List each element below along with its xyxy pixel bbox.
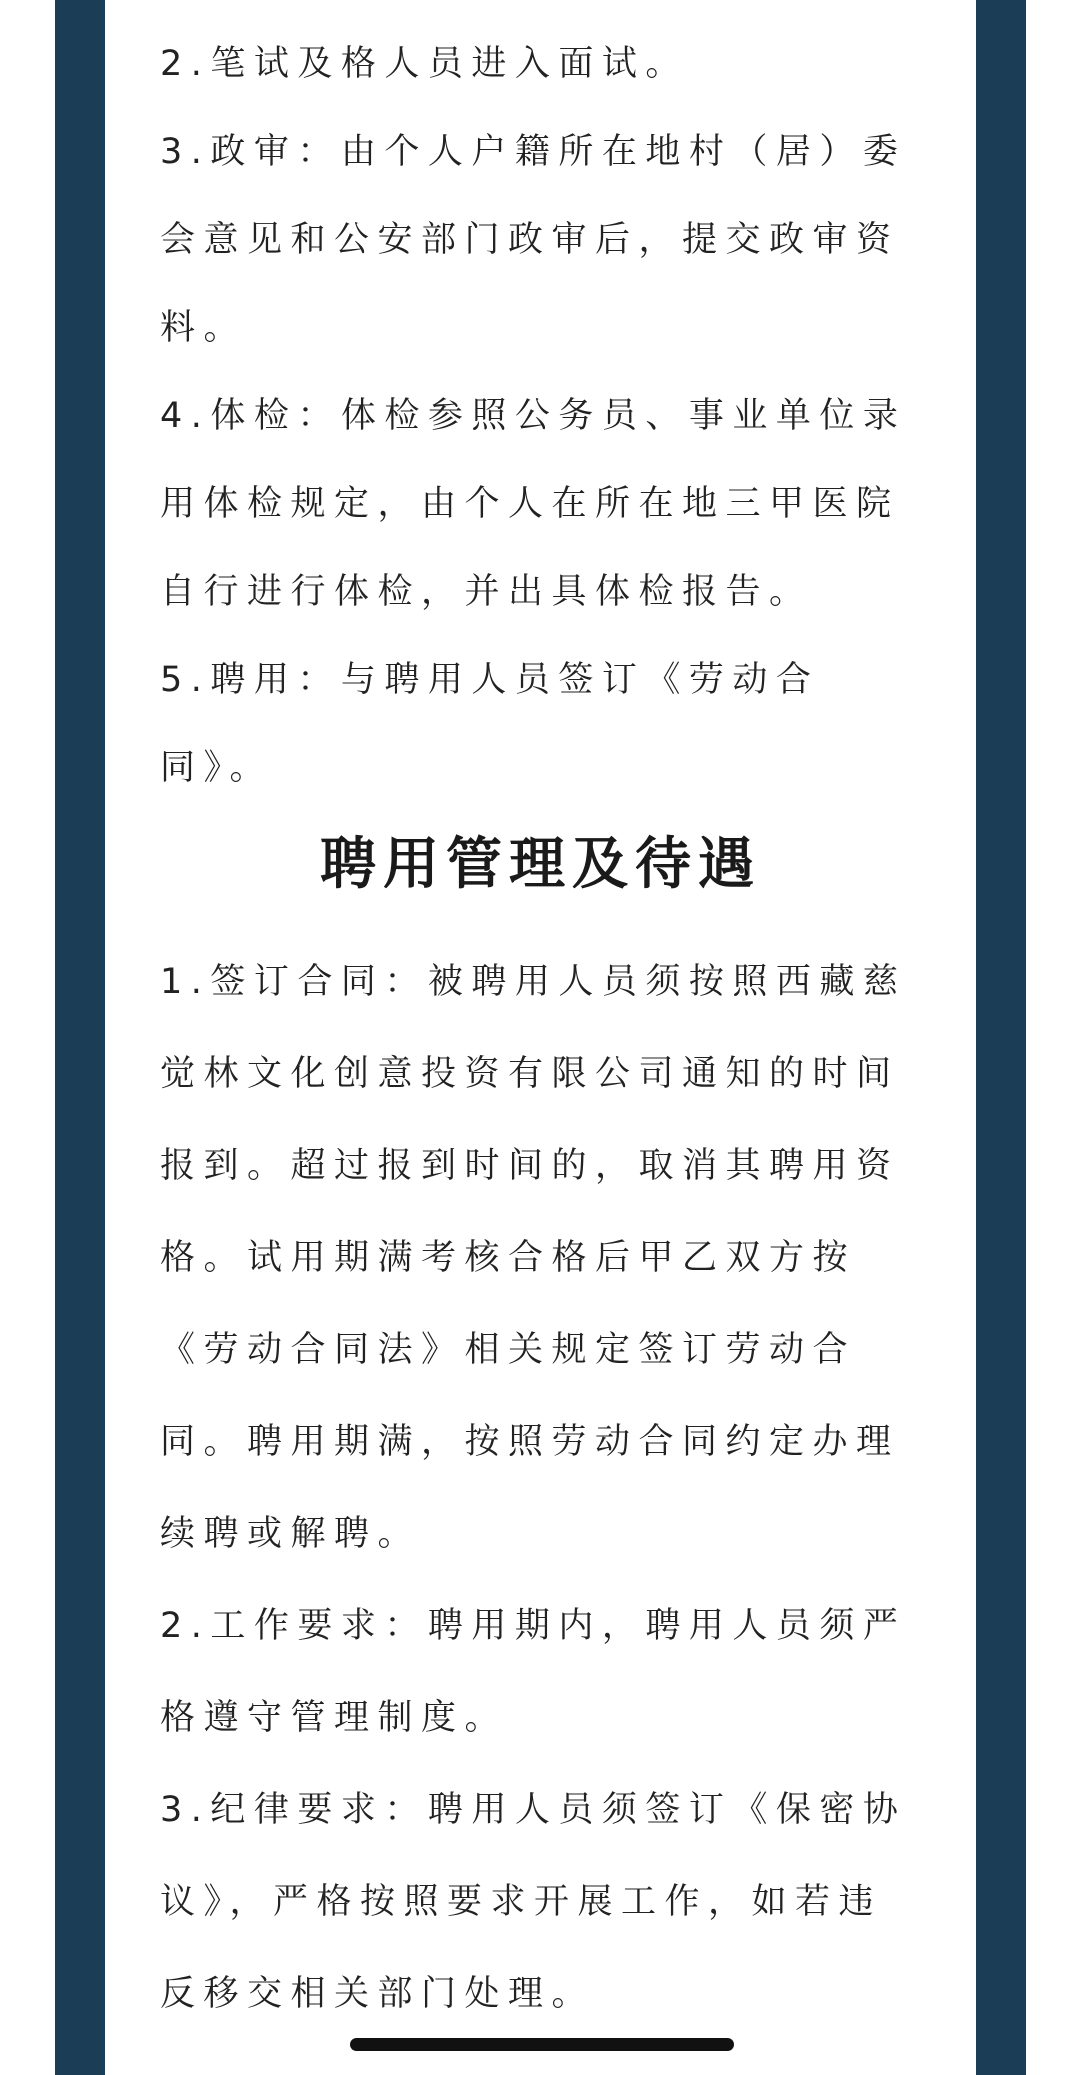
text-line: 2.笔试及格人员进入面试。 (160, 44, 689, 84)
text-line: 反移交相关部门处理。 (160, 1974, 596, 2014)
text-line: 1.签订合同：被聘用人员须按照西藏慈 (160, 962, 907, 1002)
text-line: 同》。 (160, 748, 274, 788)
section-heading: 聘用管理及待遇 (320, 832, 761, 897)
text-line: 《劳动合同法》相关规定签订劳动合 (160, 1330, 857, 1370)
text-line: 5.聘用：与聘用人员签订《劳动合 (160, 660, 820, 700)
text-line: 议》，严格按照要求开展工作，如若违 (160, 1882, 883, 1922)
home-indicator[interactable] (350, 2038, 734, 2051)
text-line: 觉林文化创意投资有限公司通知的时间 (160, 1054, 900, 1094)
text-line: 4.体检：体检参照公务员、事业单位录 (160, 396, 907, 436)
text-line: 用体检规定，由个人在所在地三甲医院 (160, 484, 900, 524)
left-border-bar (55, 0, 105, 2075)
text-line: 3.政审：由个人户籍所在地村（居）委 (160, 132, 907, 172)
text-line: 自行进行体检，并出具体检报告。 (160, 572, 813, 612)
text-line: 报到。超过报到时间的，取消其聘用资 (160, 1146, 900, 1186)
document-content (105, 0, 976, 2075)
text-line: 格。试用期满考核合格后甲乙双方按 (160, 1238, 857, 1278)
text-line: 续聘或解聘。 (160, 1514, 422, 1554)
text-line: 料。 (160, 308, 248, 348)
text-line: 同。聘用期满，按照劳动合同约定办理 (160, 1422, 900, 1462)
text-line: 2.工作要求：聘用期内，聘用人员须严 (160, 1606, 907, 1646)
text-line: 3.纪律要求：聘用人员须签订《保密协 (160, 1790, 907, 1830)
text-line: 格遵守管理制度。 (160, 1698, 509, 1738)
text-line: 会意见和公安部门政审后，提交政审资 (160, 220, 900, 260)
